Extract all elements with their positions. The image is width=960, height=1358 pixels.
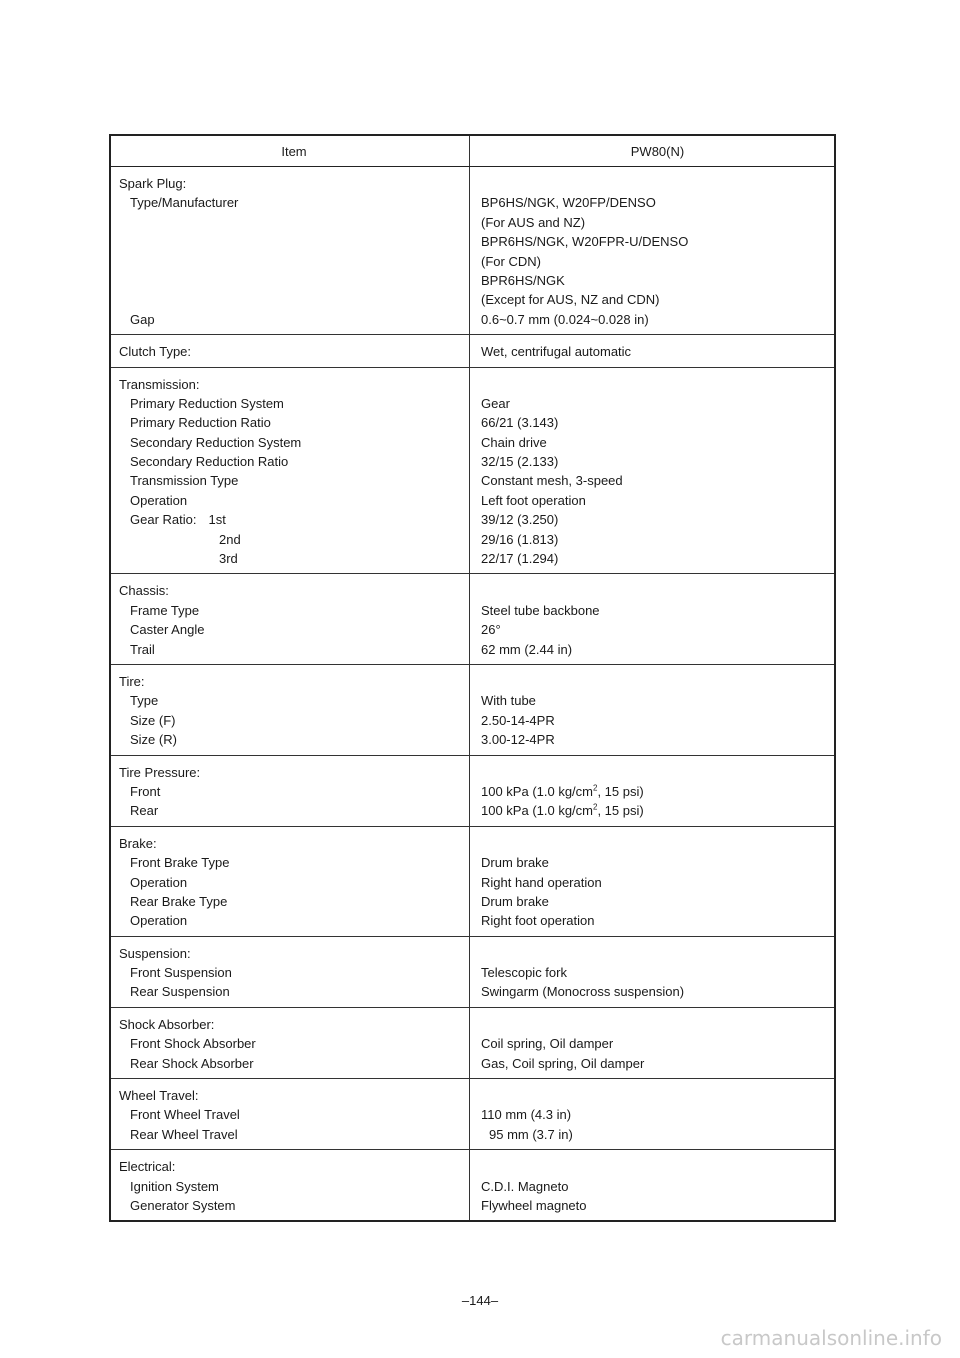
spec-label: Generator System xyxy=(130,1197,236,1213)
spec-label: Rear Shock Absorber xyxy=(130,1055,254,1071)
spec-label: Rear xyxy=(130,803,159,819)
spec-value: (For CDN) xyxy=(481,253,541,269)
spec-value: 22/17 (1.294) xyxy=(481,551,559,567)
spec-value: 66/21 (3.143) xyxy=(481,415,559,431)
tire-pressure-section xyxy=(111,756,834,827)
section-title: Transmission: xyxy=(119,376,200,392)
clutch-section xyxy=(111,335,834,367)
spec-value: Right hand operation xyxy=(481,874,602,890)
spec-label: Front xyxy=(130,783,161,799)
spark-plug-section xyxy=(111,167,834,335)
spec-label: Operation xyxy=(130,874,188,890)
section-title: Spark Plug: xyxy=(119,176,187,191)
section-title: Clutch Type: xyxy=(119,344,192,360)
spec-label: Type xyxy=(130,693,159,709)
spec-value: 32/15 (2.133) xyxy=(481,454,559,470)
watermark: carmanualsonline.info xyxy=(720,1326,942,1350)
spec-label: Type/Manufacturer xyxy=(130,195,239,211)
spec-value: Steel tube backbone xyxy=(481,602,600,618)
gear-label: 3rd xyxy=(219,551,238,567)
wheel-travel-section xyxy=(111,1079,834,1150)
spec-label: Front Shock Absorber xyxy=(130,1036,256,1052)
section-title: Chassis: xyxy=(119,583,169,599)
section-title: Wheel Travel: xyxy=(119,1088,199,1104)
spec-value: Gear xyxy=(481,395,510,411)
spec-value: 39/12 (3.250) xyxy=(481,512,559,528)
spec-value: Telescopic fork xyxy=(481,965,567,981)
section-title: Brake: xyxy=(119,835,157,851)
spec-label: Frame Type xyxy=(130,602,200,618)
section-title: Tire Pressure: xyxy=(119,764,201,780)
spec-label: Rear Suspension xyxy=(130,984,230,1000)
spec-value: Coil spring, Oil damper xyxy=(481,1036,614,1052)
spec-value: Wet, centrifugal automatic xyxy=(481,344,632,360)
transmission-section xyxy=(111,368,834,575)
spec-value: (Except for AUS, NZ and CDN) xyxy=(481,292,660,308)
spec-value: Left foot operation xyxy=(481,492,586,508)
shock-absorber-section xyxy=(111,1008,834,1079)
electrical-section xyxy=(111,1150,834,1220)
spec-label: Gap xyxy=(130,311,155,327)
spec-label: Caster Angle xyxy=(130,622,205,638)
spec-label: Front Wheel Travel xyxy=(130,1107,240,1123)
spec-value: 62 mm (2.44 in) xyxy=(481,641,573,657)
spec-label: Secondary Reduction Ratio xyxy=(130,454,289,470)
spec-value: Constant mesh, 3-speed xyxy=(481,473,623,489)
spec-value: Right foot operation xyxy=(481,913,595,929)
specifications-table xyxy=(109,134,836,1222)
spec-label: Operation xyxy=(130,492,188,508)
section-title: Suspension: xyxy=(119,945,191,961)
spec-label: Operation xyxy=(130,913,188,929)
spec-value: Drum brake xyxy=(481,893,549,909)
section-title: Tire: xyxy=(119,673,145,689)
spec-value: 100 kPa (1.0 $kg/cm^2$, 15 psi) xyxy=(481,803,644,819)
gear-label: 1st xyxy=(208,512,226,528)
gear-label: 2nd xyxy=(219,531,241,547)
spec-value: C.D.I. Magneto xyxy=(481,1178,569,1194)
spec-value: 110 mm (4.3 in) xyxy=(481,1107,572,1123)
spec-value: 0.6~0.7 mm (0.024~0.028 in) xyxy=(481,311,649,327)
page-number: –144– xyxy=(461,1293,499,1308)
spec-value: 95 mm (3.7 in) xyxy=(489,1126,573,1142)
spec-value: Drum brake xyxy=(481,855,549,871)
suspension-section xyxy=(111,937,834,1008)
brake-section xyxy=(111,827,834,937)
tire-section xyxy=(111,665,834,756)
spec-value: Flywheel magneto xyxy=(481,1197,587,1213)
spec-value: With tube xyxy=(481,693,536,709)
section-title: Shock Absorber: xyxy=(119,1016,215,1032)
spec-label: Primary Reduction Ratio xyxy=(130,415,271,431)
spec-value: Chain drive xyxy=(481,434,547,450)
spec-label: Front Brake Type xyxy=(130,855,230,871)
spec-label: Ignition System xyxy=(130,1178,219,1194)
spec-value: BP6HS/NGK, W20FP/DENSO xyxy=(481,195,656,211)
spec-value: 2.50-14-4PR xyxy=(481,712,555,728)
spec-label: Rear Brake Type xyxy=(130,893,228,909)
spec-value: BPR6HS/NGK xyxy=(481,272,565,288)
spec-value: 26° xyxy=(481,622,501,638)
spec-value: 100 kPa (1.0 $kg/cm^2$, 15 psi) xyxy=(481,783,644,799)
model-column-header: PW80(N) xyxy=(630,143,685,159)
spec-label: Trail xyxy=(130,641,155,657)
chassis-section xyxy=(111,574,834,665)
spec-label: Transmission Type xyxy=(130,473,239,489)
gear-ratio-row xyxy=(119,510,469,529)
spec-value: 29/16 (1.813) xyxy=(481,531,559,547)
spec-label: Primary Reduction System xyxy=(130,395,284,411)
spec-value: Swingarm (Monocross suspension) xyxy=(481,984,685,1000)
spec-label: Size (R) xyxy=(130,732,177,748)
section-title: Electrical: xyxy=(119,1159,176,1175)
spec-label: Secondary Reduction System xyxy=(130,434,302,450)
spec-label: Rear Wheel Travel xyxy=(130,1126,238,1142)
spec-value: (For AUS and NZ) xyxy=(481,214,586,230)
spec-label: Gear Ratio: xyxy=(130,512,197,528)
spec-value: 3.00-12-4PR xyxy=(481,732,555,748)
spec-value: BPR6HS/NGK, W20FPR-U/DENSO xyxy=(481,234,689,250)
item-column-header: Item xyxy=(111,136,470,166)
spec-label: Size (F) xyxy=(130,712,176,728)
table-header xyxy=(111,136,834,167)
spec-value: Gas, Coil spring, Oil damper xyxy=(481,1055,645,1071)
spec-label: Front Suspension xyxy=(130,965,232,981)
